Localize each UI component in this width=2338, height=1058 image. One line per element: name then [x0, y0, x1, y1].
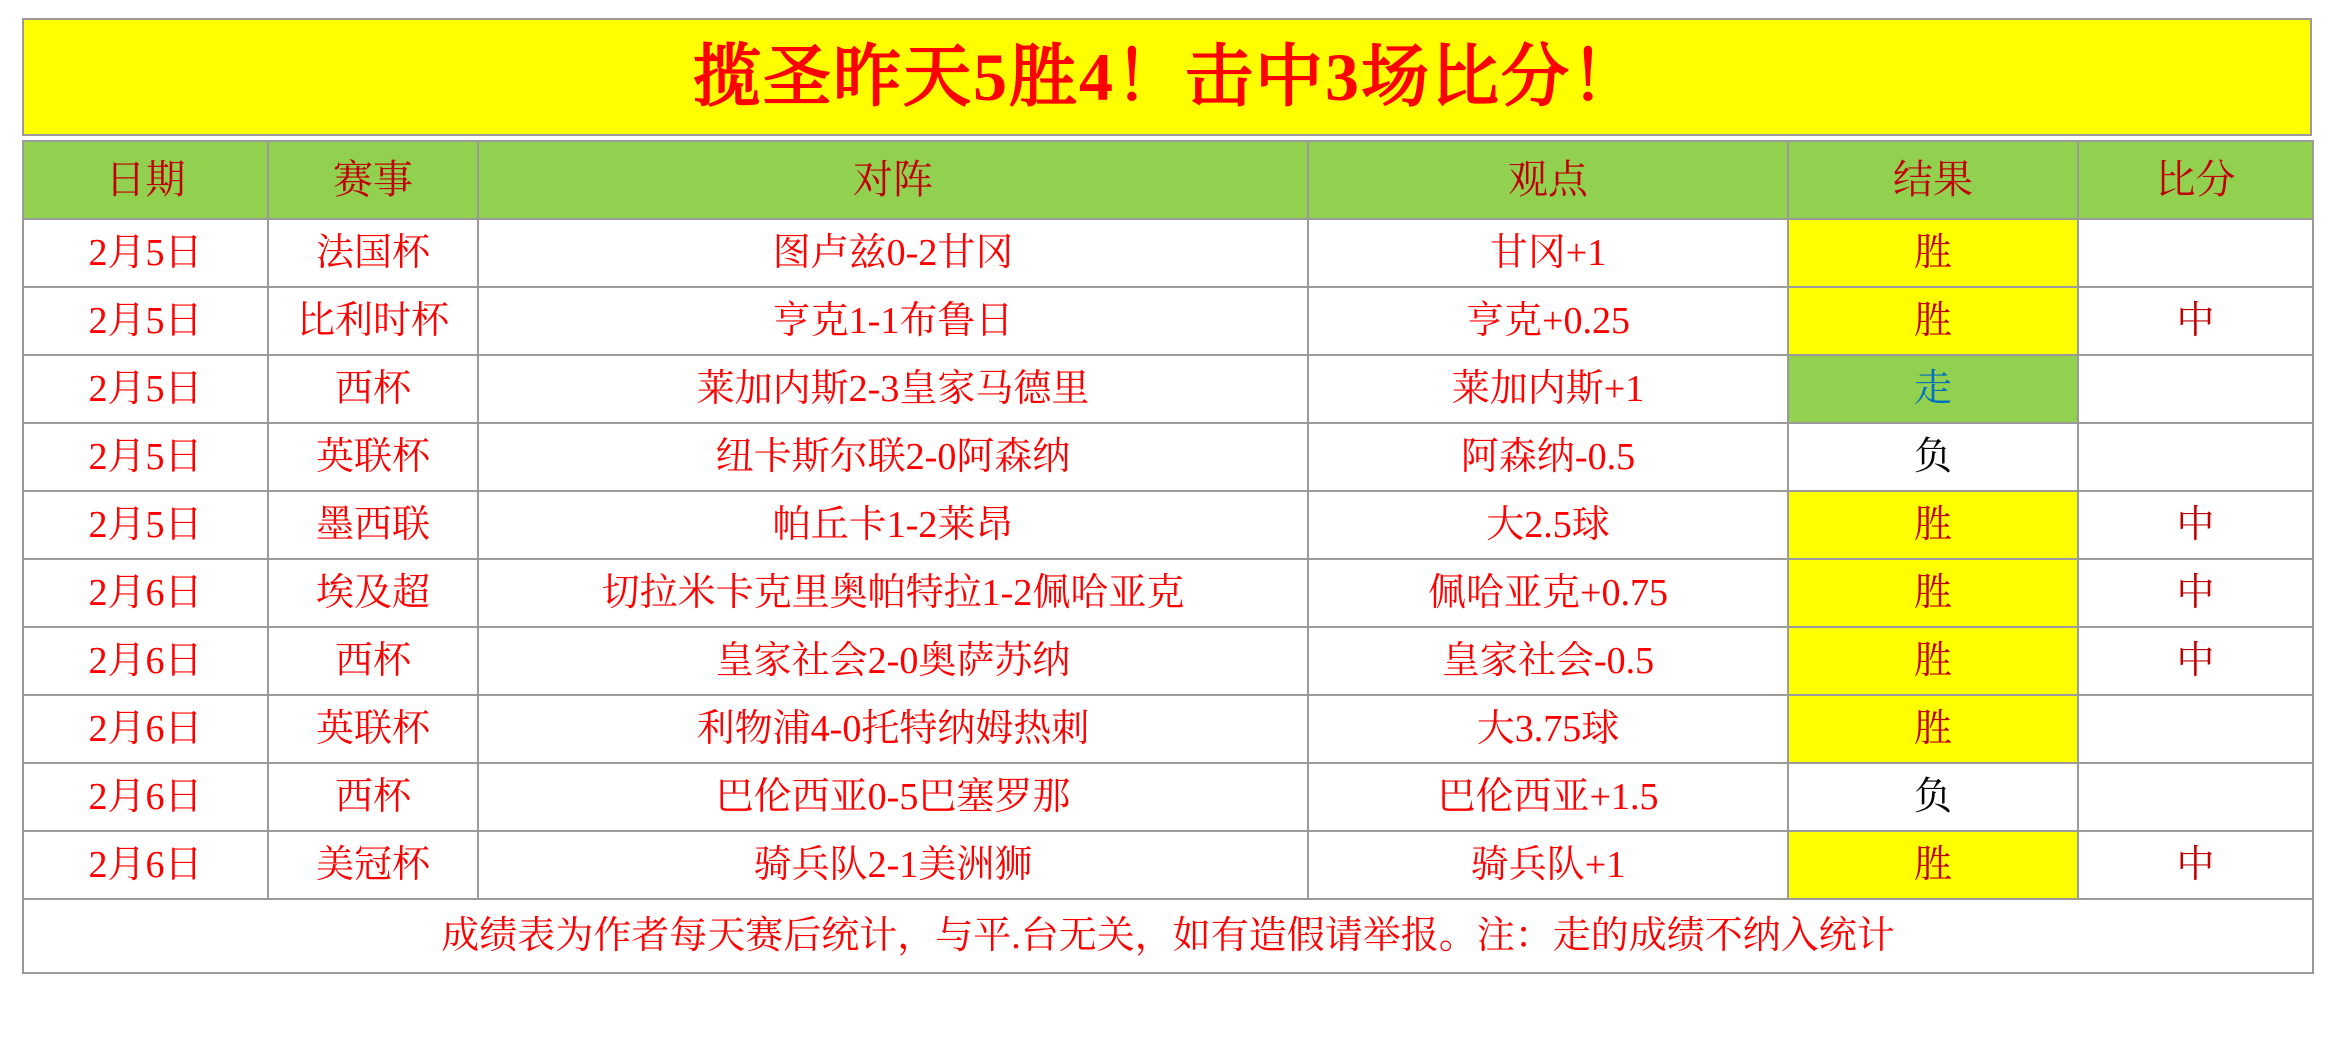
cell-result: 负 [1788, 423, 2078, 491]
column-header-league: 赛事 [268, 141, 478, 219]
cell-date: 2月5日 [23, 423, 268, 491]
cell-match: 莱加内斯2-3皇家马德里 [478, 355, 1308, 423]
cell-score [2078, 355, 2313, 423]
column-header-view: 观点 [1308, 141, 1788, 219]
table-row [23, 695, 2313, 763]
cell-view: 佩哈亚克+0.75 [1308, 559, 1788, 627]
cell-score [2078, 695, 2313, 763]
column-header-date: 日期 [23, 141, 268, 219]
cell-result: 胜 [1788, 695, 2078, 763]
cell-match: 利物浦4-0托特纳姆热刺 [478, 695, 1308, 763]
table-row [23, 831, 2313, 899]
cell-league: 美冠杯 [268, 831, 478, 899]
cell-date: 2月6日 [23, 627, 268, 695]
cell-result: 走 [1788, 355, 2078, 423]
cell-date: 2月5日 [23, 287, 268, 355]
cell-view: 莱加内斯+1 [1308, 355, 1788, 423]
cell-league: 法国杯 [268, 219, 478, 287]
cell-league: 西杯 [268, 627, 478, 695]
disclaimer-text: 成绩表为作者每天赛后统计，与平.台无关，如有造假请举报。注：走的成绩不纳入统计 [23, 899, 2313, 973]
cell-league: 英联杯 [268, 695, 478, 763]
table-row [23, 355, 2313, 423]
cell-result: 胜 [1788, 559, 2078, 627]
table-row [23, 627, 2313, 695]
cell-result: 负 [1788, 763, 2078, 831]
cell-date: 2月6日 [23, 831, 268, 899]
cell-date: 2月6日 [23, 763, 268, 831]
table-row [23, 763, 2313, 831]
cell-result: 胜 [1788, 287, 2078, 355]
page-title: 揽圣昨天5胜4！击中3场比分！ [692, 39, 1641, 115]
column-header-result: 结果 [1788, 141, 2078, 219]
cell-date: 2月5日 [23, 355, 268, 423]
table-header-row [23, 141, 2313, 219]
cell-score [2078, 423, 2313, 491]
cell-result: 胜 [1788, 627, 2078, 695]
cell-match: 骑兵队2-1美洲狮 [478, 831, 1308, 899]
cell-date: 2月5日 [23, 491, 268, 559]
cell-match: 亨克1-1布鲁日 [478, 287, 1308, 355]
cell-result: 胜 [1788, 219, 2078, 287]
cell-date: 2月6日 [23, 559, 268, 627]
table-body [23, 219, 2313, 973]
column-header-match: 对阵 [478, 141, 1308, 219]
cell-score: 中 [2078, 559, 2313, 627]
cell-view: 皇家社会-0.5 [1308, 627, 1788, 695]
cell-result: 胜 [1788, 491, 2078, 559]
results-table [22, 140, 2314, 974]
cell-view: 骑兵队+1 [1308, 831, 1788, 899]
cell-match: 图卢兹0-2甘冈 [478, 219, 1308, 287]
column-header-score: 比分 [2078, 141, 2313, 219]
cell-league: 墨西联 [268, 491, 478, 559]
title-banner [22, 18, 2312, 136]
cell-view: 巴伦西亚+1.5 [1308, 763, 1788, 831]
cell-view: 大2.5球 [1308, 491, 1788, 559]
cell-view: 亨克+0.25 [1308, 287, 1788, 355]
cell-date: 2月5日 [23, 219, 268, 287]
cell-match: 帕丘卡1-2莱昂 [478, 491, 1308, 559]
cell-score: 中 [2078, 491, 2313, 559]
cell-match: 切拉米卡克里奥帕特拉1-2佩哈亚克 [478, 559, 1308, 627]
cell-view: 阿森纳-0.5 [1308, 423, 1788, 491]
cell-league: 埃及超 [268, 559, 478, 627]
cell-score: 中 [2078, 831, 2313, 899]
cell-league: 西杯 [268, 355, 478, 423]
cell-score [2078, 763, 2313, 831]
table-row [23, 423, 2313, 491]
table-row [23, 491, 2313, 559]
table-row [23, 287, 2313, 355]
cell-league: 西杯 [268, 763, 478, 831]
cell-league: 英联杯 [268, 423, 478, 491]
cell-match: 纽卡斯尔联2-0阿森纳 [478, 423, 1308, 491]
cell-match: 皇家社会2-0奥萨苏纳 [478, 627, 1308, 695]
cell-result: 胜 [1788, 831, 2078, 899]
table-row [23, 219, 2313, 287]
cell-score [2078, 219, 2313, 287]
cell-view: 甘冈+1 [1308, 219, 1788, 287]
cell-score: 中 [2078, 287, 2313, 355]
cell-league: 比利时杯 [268, 287, 478, 355]
cell-score: 中 [2078, 627, 2313, 695]
cell-view: 大3.75球 [1308, 695, 1788, 763]
cell-match: 巴伦西亚0-5巴塞罗那 [478, 763, 1308, 831]
table-footer-row [23, 899, 2313, 973]
cell-date: 2月6日 [23, 695, 268, 763]
table-row [23, 559, 2313, 627]
